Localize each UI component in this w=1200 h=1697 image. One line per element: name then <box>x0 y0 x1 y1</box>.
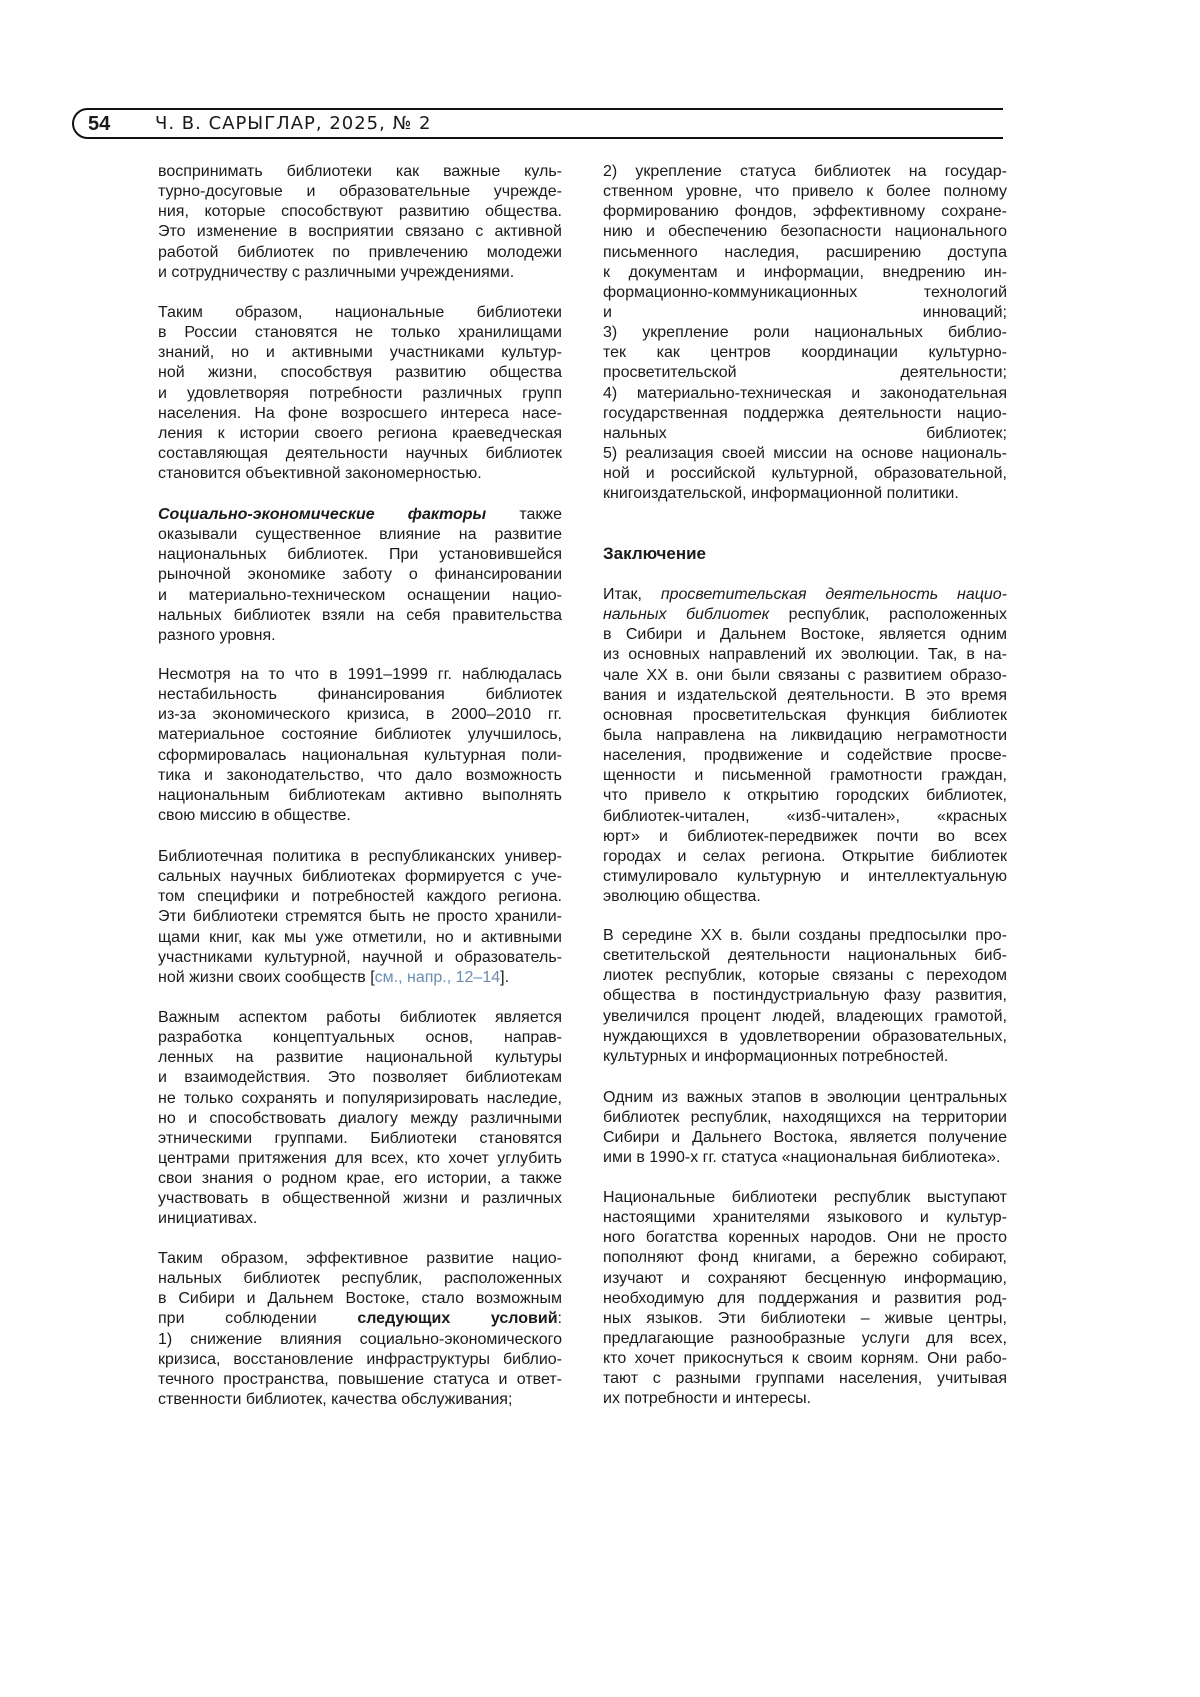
paragraph <box>603 1188 1007 1410</box>
text-line: тика и законодательство, что дало возможность <box>158 766 562 786</box>
paragraph <box>603 162 1007 504</box>
text-line: письменного наследия, расширению доступа <box>603 243 1007 263</box>
text-line: эволюцию общества. <box>603 887 1007 907</box>
text-line: ной и российской культурной, образовательной, <box>603 464 1007 484</box>
text-line: разного уровня. <box>158 626 562 646</box>
text-line: нальных библиотек взяли на себя правительства <box>158 606 562 626</box>
text-line: юрт» и библиотек-передвижек почти во всех <box>603 827 1007 847</box>
text-line: участниками культурной, научной и образователь- <box>158 948 562 968</box>
text-line: В середине XX в. были созданы предпосылки про- <box>603 926 1007 946</box>
text-line: нестабильность финансирования библиотек <box>158 685 562 705</box>
text-line: Национальные библиотеки республик выступают <box>603 1188 1007 1208</box>
emphasis-text: Социально-экономические факторы <box>158 506 486 523</box>
paragraph <box>158 162 562 283</box>
text-line: государственная поддержка деятельности нацио- <box>603 404 1007 424</box>
text-line: предлагающие разнообразные услуги для всех, <box>603 1329 1007 1349</box>
text-line <box>158 505 562 525</box>
text-line: нию и обеспечению безопасности национального <box>603 222 1007 242</box>
text-line: их потребности и интересы. <box>603 1389 1007 1409</box>
text-line: 1) снижение влияния социально-экономического <box>158 1330 562 1350</box>
text-line: библиотек-читален, «изб-читален», «красных <box>603 807 1007 827</box>
paragraph <box>158 505 562 646</box>
text-line: городах и селах региона. Открытие библиотек <box>603 847 1007 867</box>
text-line: Таким образом, эффективное развитие нацио- <box>158 1249 562 1269</box>
text-line: становится объективной закономерностью. <box>158 464 562 484</box>
text-line: Несмотря на то что в 1991–1999 гг. наблюдалась <box>158 665 562 685</box>
text-line: пополняют фонд книгами, а бережно собирают, <box>603 1248 1007 1268</box>
running-title: Ч. В. САРЫГЛАР, 2025, № 2 <box>155 112 431 136</box>
text-line: национальных библиотек. При установившейся <box>158 545 562 565</box>
text-line: населения. На фоне возросшего интереса насе- <box>158 404 562 424</box>
text-line: вания и издательской деятельности. В это время <box>603 686 1007 706</box>
text-line: воспринимать библиотеки как важные куль- <box>158 162 562 182</box>
text-line: ного богатства коренных народов. Они не просто <box>603 1228 1007 1248</box>
text-line <box>158 1309 562 1329</box>
text-line: центрами притяжения для всех, кто хочет углубить <box>158 1149 562 1169</box>
text-line: просветительской деятельности; <box>603 363 1007 383</box>
text-line: оказывали существенное влияние на развитие <box>158 525 562 545</box>
text-line: том специфики и потребностей каждого региона. <box>158 887 562 907</box>
emphasis-text: просветительская деятельность нацио- <box>661 586 1007 603</box>
section-heading-conclusion: Заключение <box>603 543 706 565</box>
emphasis-text: нальных библиотек <box>603 606 769 623</box>
text-line: из основных направлений их эволюции. Так, в на- <box>603 645 1007 665</box>
text-line: разработка концептуальных основ, направ- <box>158 1028 562 1048</box>
text-line: сформировалась национальная культурная поли- <box>158 746 562 766</box>
text-line: ленных на развитие национальной культуры <box>158 1048 562 1068</box>
text-line: турно-досуговые и образовательные учрежде- <box>158 182 562 202</box>
text-line: рыночной экономике заботу о финансировании <box>158 565 562 585</box>
text-line: в Сибири и Дальнем Востоке, стало возможным <box>158 1289 562 1309</box>
text-line: Это изменение в восприятии связано с активной <box>158 222 562 242</box>
text-line: и сотрудничеству с различными учреждениями. <box>158 263 562 283</box>
text-line: сальных научных библиотеках формируется с уче- <box>158 867 562 887</box>
text-line <box>158 968 562 988</box>
text-line: что привело к открытию городских библиотек, <box>603 786 1007 806</box>
text-line: изучают и сохраняют бесценную информацию, <box>603 1269 1007 1289</box>
paragraph <box>158 1008 562 1230</box>
text-segment: : <box>558 1310 562 1327</box>
paragraph <box>158 303 562 484</box>
text-line: в Сибири и Дальнем Востоке, является одним <box>603 625 1007 645</box>
text-line: нальных библиотек; <box>603 424 1007 444</box>
paragraph <box>158 665 562 826</box>
text-line: общества в постиндустриальную фазу развития, <box>603 986 1007 1006</box>
text-line: щенности и письменной грамотности граждан, <box>603 766 1007 786</box>
text-line: ими в 1990-х гг. статуса «национальная библиотека». <box>603 1148 1007 1168</box>
text-line: была направлена на ликвидацию неграмотности <box>603 726 1007 746</box>
text-line: инициативах. <box>158 1209 562 1229</box>
text-line: светительской деятельности национальных биб- <box>603 946 1007 966</box>
text-line: культурных и информационных потребностей. <box>603 1047 1007 1067</box>
text-line: не только сохранять и популяризировать наследие, <box>158 1089 562 1109</box>
text-line: формационно-коммуникационных технологий <box>603 283 1007 303</box>
text-segment: Итак, <box>603 586 661 603</box>
text-line: увеличился процент людей, владеющих грамотой, <box>603 1007 1007 1027</box>
text-line: 4) материально-техническая и законодательная <box>603 384 1007 404</box>
text-line: кризиса, восстановление инфраструктуры библио- <box>158 1350 562 1370</box>
text-line: национальным библиотекам активно выполнять <box>158 786 562 806</box>
text-line <box>603 605 1007 625</box>
text-line: населения, продвижение и содействие просве- <box>603 746 1007 766</box>
text-line: свои знания о родном крае, его истории, а также <box>158 1169 562 1189</box>
text-line: 3) укрепление роли национальных библио- <box>603 323 1007 343</box>
text-line: книгоиздательской, информационной политики. <box>603 484 1007 504</box>
paragraph <box>158 1249 562 1410</box>
text-line: к документам и информации, внедрению ин- <box>603 263 1007 283</box>
paragraph <box>603 1088 1007 1169</box>
paragraph <box>603 926 1007 1067</box>
text-line: тают с разными группами населения, учитывая <box>603 1369 1007 1389</box>
text-line: материальное состояние библиотек улучшилось, <box>158 725 562 745</box>
text-line: Одним из важных этапов в эволюции центральных <box>603 1088 1007 1108</box>
text-line: и материально-техническом оснащении нацио- <box>158 586 562 606</box>
text-line: формированию фондов, эффективному сохране- <box>603 202 1007 222</box>
text-line: ния, которые способствуют развитию общества. <box>158 202 562 222</box>
text-line: нуждающихся в удовлетворении образовательных, <box>603 1027 1007 1047</box>
text-line: свою миссию в обществе. <box>158 806 562 826</box>
text-line: но и способствовать диалогу между различными <box>158 1109 562 1129</box>
text-line: ления к истории своего региона краеведческая <box>158 424 562 444</box>
text-line: кто хочет прикоснуться к своим корням. Они рабо- <box>603 1349 1007 1369</box>
text-line: стимулировало культурную и интеллектуальную <box>603 867 1007 887</box>
text-line: знаний, но и активными участниками культур- <box>158 343 562 363</box>
text-line: нальных библиотек республик, расположенных <box>158 1269 562 1289</box>
page-number: 54 <box>88 112 110 136</box>
text-line: ственном уровне, что привело к более полному <box>603 182 1007 202</box>
text-line: 5) реализация своей миссии на основе националь- <box>603 444 1007 464</box>
text-line: Эти библиотеки стремятся быть не просто хранили- <box>158 907 562 927</box>
citation-link[interactable]: см., напр., 12–14 <box>375 969 500 986</box>
text-line: щами книг, как мы уже отметили, но и активными <box>158 928 562 948</box>
text-line: течного пространства, повышение статуса и ответ- <box>158 1370 562 1390</box>
text-line: и взаимодействия. Это позволяет библиотекам <box>158 1068 562 1088</box>
text-segment: при соблюдении <box>158 1310 357 1327</box>
text-line: и удовлетворяя потребности различных групп <box>158 384 562 404</box>
paragraph <box>603 585 1007 907</box>
paragraph <box>158 847 562 988</box>
text-line: тек как центров координации культурно- <box>603 343 1007 363</box>
emphasis-text: следующих условий <box>357 1310 557 1327</box>
text-line: работой библиотек по привлечению молодежи <box>158 243 562 263</box>
text-line: библиотек республик, находящихся на территории <box>603 1108 1007 1128</box>
text-line <box>603 585 1007 605</box>
text-line: Сибири и Дальнего Востока, является получение <box>603 1128 1007 1148</box>
text-segment: ]. <box>500 969 509 986</box>
text-line: участвовать в общественной жизни и различных <box>158 1189 562 1209</box>
text-line: настоящими хранителями языкового и культур- <box>603 1208 1007 1228</box>
text-line: 2) укрепление статуса библиотек на государ- <box>603 162 1007 182</box>
text-segment: республик, расположенных <box>769 606 1007 623</box>
text-line: чале XX в. они были связаны с развитием образо- <box>603 666 1007 686</box>
text-line: ственности библиотек, качества обслуживания; <box>158 1390 562 1410</box>
text-line: и инноваций; <box>603 303 1007 323</box>
text-segment: также <box>486 506 562 523</box>
text-line: лиотек республик, которые связаны с переходом <box>603 966 1007 986</box>
text-line: основная просветительская функция библиотек <box>603 706 1007 726</box>
text-line: составляющая деятельности научных библиотек <box>158 444 562 464</box>
text-segment: ной жизни своих сообществ [ <box>158 969 375 986</box>
text-line: Важным аспектом работы библиотек является <box>158 1008 562 1028</box>
text-line: ной жизни, способствуя развитию общества <box>158 363 562 383</box>
text-line: Библиотечная политика в республиканских универ- <box>158 847 562 867</box>
text-line: этническими группами. Библиотеки становятся <box>158 1129 562 1149</box>
text-line: в России становятся не только хранилищами <box>158 323 562 343</box>
text-line: из-за экономического кризиса, в 2000–2010 гг. <box>158 705 562 725</box>
text-line: Таким образом, национальные библиотеки <box>158 303 562 323</box>
text-line: необходимую для поддержания и развития род- <box>603 1289 1007 1309</box>
text-line: ных языков. Эти библиотеки – живые центры, <box>603 1309 1007 1329</box>
